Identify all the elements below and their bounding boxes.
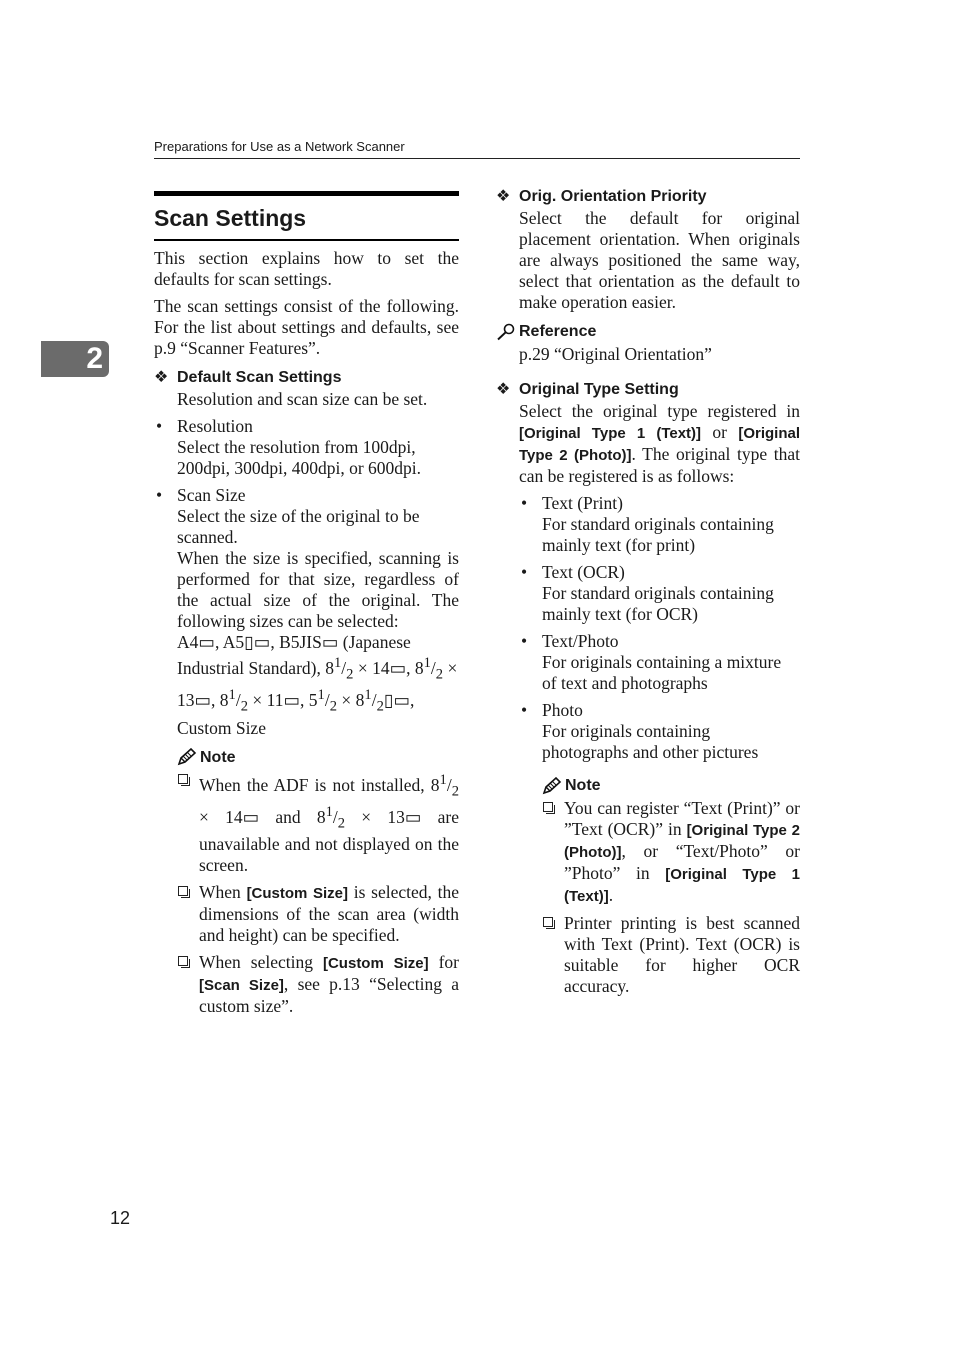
resolution-text: Select the resolution from 100dpi, 200dpi, 300dpi, 400dpi, or 600dpi. — [177, 437, 422, 478]
resolution-item — [156, 416, 459, 479]
landscape-paper-icon: ▭ — [194, 690, 212, 711]
original-type-2-label: [Original Type 2 (Photo)] — [564, 822, 800, 861]
default-scan-heading: ❖ Default Scan Settings — [154, 369, 342, 386]
bullet-icon: • — [156, 416, 163, 436]
original-type-1-label: [Original Type 1 (Text)] — [519, 425, 702, 442]
checkbox-bullet-icon — [178, 886, 188, 896]
original-type-heading: ❖ Original Type Setting — [496, 381, 679, 398]
default-scan-body — [154, 389, 459, 1017]
checkbox-bullet-icon — [178, 956, 188, 966]
landscape-paper-icon: ▭ — [404, 806, 422, 827]
landscape-paper-icon: ▭ — [253, 632, 271, 652]
landscape-paper-icon: ▭ — [321, 632, 339, 652]
magnifier-reference-icon — [496, 323, 516, 341]
list-item: • Text/Photo For originals containing a mixture of text and photographs — [521, 631, 782, 693]
left-column — [154, 191, 459, 1023]
checkbox-bullet-icon — [543, 802, 553, 812]
landscape-paper-icon: ▭ — [198, 632, 215, 652]
diamond-bullet-icon: ❖ — [154, 369, 169, 386]
bullet-icon: • — [521, 631, 528, 651]
note-item-1: You can register “Text (Print)” or ”Text (OCR)” in [Original Type 2 (Photo)], or “Text/Photo” or ”Photo” in [Original Type 1 (Text)]. — [542, 798, 800, 907]
scan-size-title: Scan Size — [177, 485, 246, 505]
section-title-block — [154, 191, 459, 241]
running-header: Preparations for Use as a Network Scanner — [154, 139, 800, 159]
note-item-2: When [Custom Size] is selected, the dimensions of the scan area (width and height) can be specified. — [177, 882, 459, 946]
landscape-paper-icon: ▭ — [389, 657, 407, 678]
scan-size-item — [156, 485, 459, 739]
list-item: • Text (OCR) For standard originals containing mainly text (for OCR) — [521, 562, 774, 624]
original-type-body — [496, 401, 800, 997]
page-title: Scan Settings — [154, 205, 307, 231]
scan-size-text-2: When the size is specified, scanning is performed for that size, regardless of the actual size of the original. The following sizes can be selected: — [177, 548, 459, 631]
reference-heading: Reference — [496, 321, 800, 342]
orientation-heading: ❖ Orig. Orientation Priority — [496, 188, 707, 205]
checkbox-bullet-icon — [543, 917, 553, 927]
checkbox-bullet-icon — [178, 774, 188, 784]
scan-size-label: [Scan Size] — [199, 977, 284, 995]
intro-paragraph-1: This section explains how to set the defaults for scan settings. — [154, 248, 459, 289]
orientation-body — [496, 208, 800, 313]
custom-size-label: [Custom Size] — [322, 955, 429, 973]
bullet-icon: • — [521, 562, 528, 582]
note-item-3: When selecting [Custom Size] for [Scan Size], see p.13 “Selecting a custom size”. — [177, 952, 459, 1017]
original-type-list — [519, 493, 800, 997]
pencil-note-icon — [177, 748, 197, 766]
reference-text: p.29 “Original Orientation” — [519, 344, 712, 364]
landscape-paper-icon: ▭ — [242, 806, 260, 827]
note-item-2: Printer printing is best scanned with Text (Print). Text (OCR) is suitable for higher OCR accuracy. — [542, 913, 800, 997]
list-item: • Photo For originals containing photographs and other pictures — [521, 700, 759, 762]
bullet-icon: • — [521, 493, 528, 513]
note-heading: Note — [177, 747, 459, 768]
note-item-1: When the ADF is not installed, $8^1/_2$ × 14▭ and $8^1/_2$ × 13▭ are unavailable and not displayed on the screen. — [177, 770, 459, 877]
diamond-bullet-icon: ❖ — [496, 381, 511, 398]
pencil-note-icon — [542, 777, 562, 795]
note-heading: Note — [542, 775, 800, 796]
size-list: A4▭, A5▯▭, B5JIS▭ (Japanese Industrial Standard), $8^1/_2$ × 14▭, $8^1/_2$ × 13▭, $8^1/_2$ × 11▭, $5^1/_2$ × $8^1/_2▯▭$, Custom Size — [177, 632, 458, 738]
right-column — [496, 186, 800, 1003]
intro-paragraph-2: The scan settings consist of the following. For the list about settings and defaults, see p.9 “Scanner Features”. — [154, 296, 459, 358]
scan-size-text-1: Select the size of the original to be scanned. — [177, 506, 420, 547]
reference-body — [496, 344, 800, 365]
page-number: 12 — [110, 1208, 131, 1228]
custom-size-label: [Custom Size] — [246, 885, 348, 903]
original-type-1-label: [Original Type 1 (Text)] — [564, 866, 800, 905]
list-item: • Text (Print) For standard originals containing mainly text (for print) — [521, 493, 774, 555]
default-scan-text: Resolution and scan size can be set. — [177, 389, 428, 409]
portrait-paper-icon: ▯ — [383, 690, 394, 711]
portrait-paper-icon: ▯ — [244, 632, 254, 652]
bullet-icon: • — [521, 700, 528, 720]
landscape-paper-icon: ▭ — [283, 690, 301, 711]
landscape-paper-icon: ▭ — [393, 690, 411, 711]
original-type-text: Select the original type registered in [Original Type 1 (Text)] or [Original Type 2 (Photo)]. The original type that can be registered is as follows: — [519, 401, 801, 486]
orientation-text: Select the default for original placement orientation. When originals are always positioned the same way, select that orientation as the default to make operation easier. — [519, 208, 800, 312]
resolution-title: Resolution — [177, 416, 253, 436]
diamond-bullet-icon: ❖ — [496, 188, 511, 205]
chapter-tab: 2 — [41, 341, 109, 377]
bullet-icon: • — [156, 485, 163, 505]
original-type-2-label: [Original Type 2 (Photo)] — [519, 425, 801, 464]
